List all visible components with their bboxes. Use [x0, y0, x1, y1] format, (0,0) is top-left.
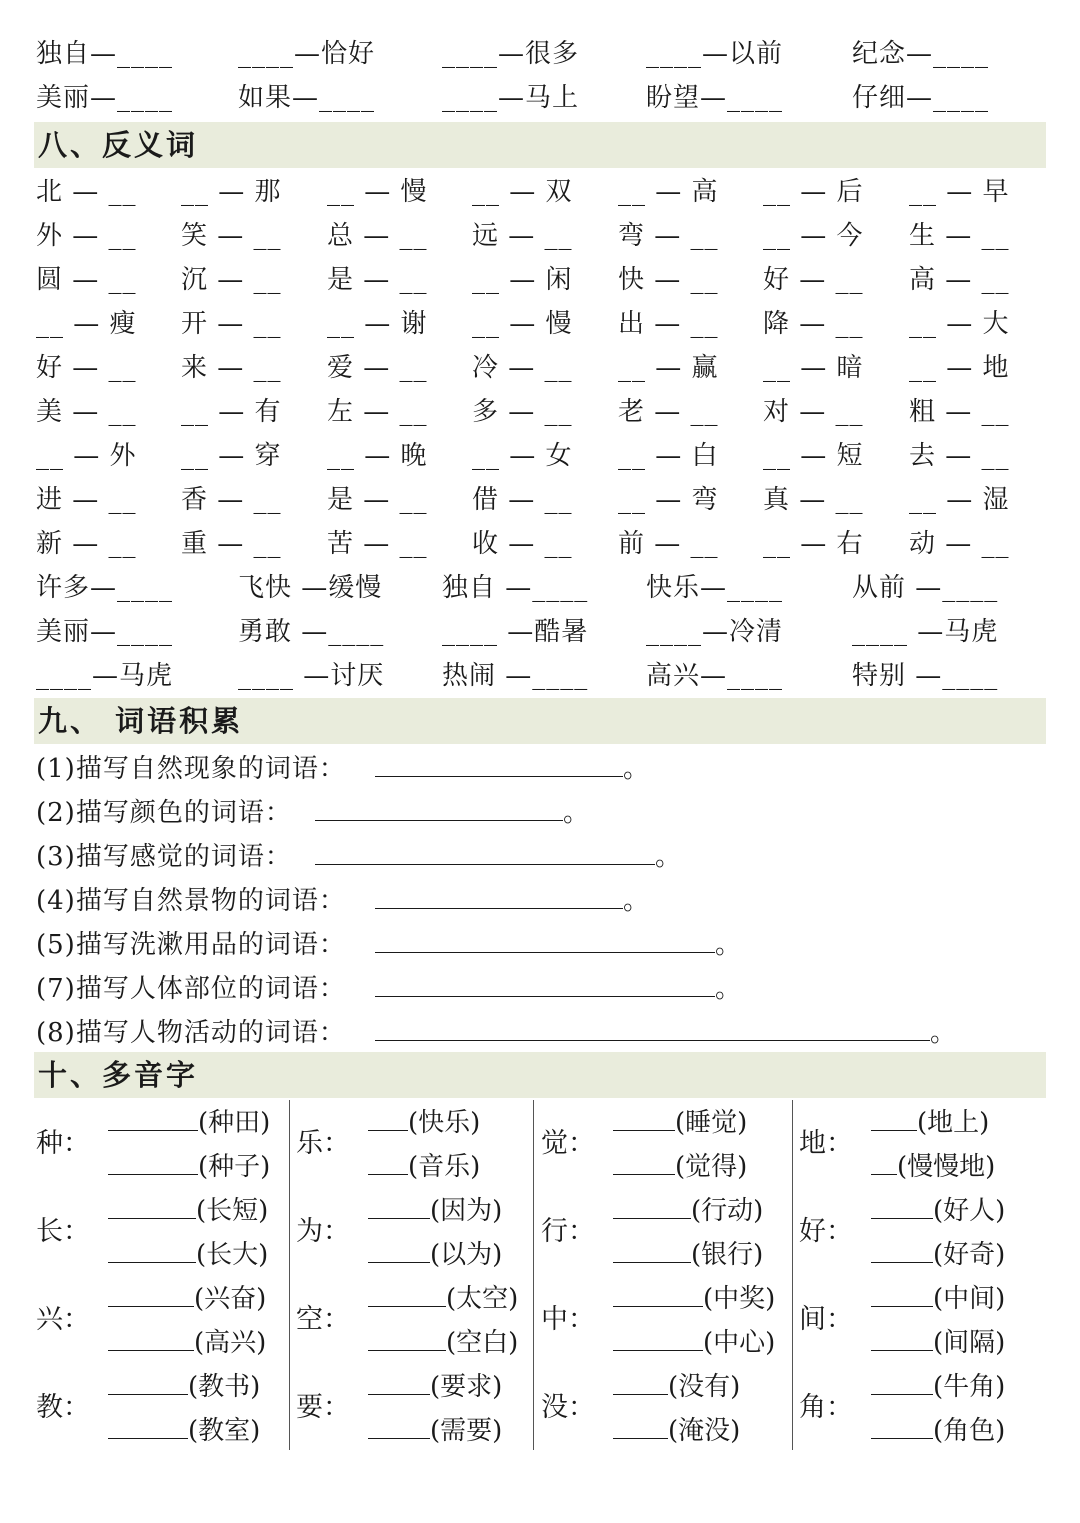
word-pair: 美丽—____ — [36, 83, 174, 113]
antonym-pair: 前 — __ — [618, 529, 719, 559]
word-pair: ____—恰好 — [238, 39, 376, 69]
section-title: 八、反义词 — [38, 128, 199, 162]
antonym-pair: __ — 有 — [181, 397, 282, 427]
answer-blank[interactable] — [375, 924, 715, 953]
polyphone-entry — [108, 1190, 268, 1231]
polyphone-entry — [108, 1366, 260, 1407]
word-pair: 盼望—____ — [646, 83, 784, 113]
example-word: (音乐) — [408, 1152, 481, 1182]
polyphone-entry — [613, 1322, 775, 1363]
pinyin-blank[interactable] — [368, 1146, 408, 1175]
antonym-pair: 收 — __ — [472, 529, 573, 559]
antonym-pair: 总 — __ — [327, 221, 428, 251]
antonym-pair: 圆 — __ — [36, 265, 137, 295]
antonym-word-pair: ____ —讨厌 — [238, 661, 385, 691]
vocabulary-item — [36, 792, 590, 833]
example-word: (地上) — [917, 1108, 990, 1138]
answer-blank[interactable] — [375, 1012, 930, 1041]
antonym-pair: __ — 湿 — [909, 485, 1010, 515]
pinyin-blank[interactable] — [613, 1234, 691, 1263]
antonym-pair: __ — 女 — [472, 441, 573, 471]
example-word: (太空) — [446, 1284, 519, 1314]
antonym-row — [0, 436, 1080, 480]
pinyin-blank[interactable] — [613, 1102, 675, 1131]
pinyin-blank[interactable] — [108, 1278, 194, 1307]
antonym-pair: 是 — __ — [327, 485, 428, 515]
polyphone-char: 中： — [541, 1304, 595, 1335]
antonym-pair: __ — 早 — [909, 177, 1010, 207]
column-divider — [533, 1100, 534, 1450]
polyphone-entry — [368, 1322, 518, 1363]
section-header-vocabulary — [34, 698, 1046, 744]
antonym-pair: __ — 穿 — [181, 441, 282, 471]
pinyin-blank[interactable] — [368, 1322, 446, 1351]
polyphone-entry — [368, 1410, 502, 1451]
polyphone-char: 为： — [296, 1216, 350, 1247]
antonym-pair: __ — 那 — [181, 177, 282, 207]
pinyin-blank[interactable] — [108, 1190, 196, 1219]
pinyin-blank[interactable] — [613, 1322, 703, 1351]
word-pair: 如果—____ — [238, 83, 376, 113]
antonym-pair: __ — 短 — [763, 441, 864, 471]
example-word: (需要) — [430, 1416, 503, 1446]
polyphone-char: 空： — [296, 1304, 350, 1335]
pinyin-blank[interactable] — [871, 1278, 933, 1307]
polyphone-entry — [368, 1190, 502, 1231]
period: 。 — [655, 842, 683, 872]
polyphone-char: 行： — [541, 1216, 595, 1247]
polyphone-entry — [613, 1410, 740, 1451]
antonym-row — [0, 348, 1080, 392]
antonym-pair: __ — 慢 — [327, 177, 428, 207]
column-divider — [792, 1100, 793, 1450]
antonym-word-pair: 从前 —____ — [852, 573, 999, 603]
antonym-word-pair: 美丽—____ — [36, 617, 174, 647]
polyphone-entry — [613, 1366, 740, 1407]
antonym-pair: __ — 谢 — [327, 309, 428, 339]
section-header-polyphones — [34, 1052, 1046, 1098]
antonym-pair: __ — 今 — [763, 221, 864, 251]
antonym-word-row — [0, 612, 1080, 656]
antonym-pair: __ — 闲 — [472, 265, 573, 295]
antonym-word-pair: 高兴—____ — [646, 661, 784, 691]
polyphone-char: 地： — [799, 1128, 853, 1159]
antonym-pair: 老 — __ — [618, 397, 719, 427]
pinyin-blank[interactable] — [871, 1102, 917, 1131]
example-word: (牛角) — [933, 1372, 1006, 1402]
section-title: 九、 词语积累 — [38, 704, 244, 738]
item-label: (8)描写人物活动的词语： — [36, 1018, 346, 1048]
example-word: (教室) — [188, 1416, 261, 1446]
polyphone-entry — [871, 1366, 1005, 1407]
antonym-word-pair: 独自 —____ — [442, 573, 589, 603]
polyphone-entry — [108, 1234, 268, 1275]
antonym-pair: 生 — __ — [909, 221, 1010, 251]
period: 。 — [715, 930, 743, 960]
polyphone-char: 种： — [36, 1128, 90, 1159]
pinyin-blank[interactable] — [368, 1234, 430, 1263]
antonym-pair: 左 — __ — [327, 397, 428, 427]
pinyin-blank[interactable] — [368, 1190, 430, 1219]
example-word: (长短) — [196, 1196, 269, 1226]
antonym-pair: __ — 赢 — [618, 353, 719, 383]
word-pair: ____—很多 — [442, 39, 580, 69]
synonym-row — [0, 34, 1080, 78]
section-header-antonyms — [34, 122, 1046, 168]
item-label: (7)描写人体部位的词语： — [36, 974, 346, 1004]
antonym-pair: 出 — __ — [618, 309, 719, 339]
antonym-pair: 是 — __ — [327, 265, 428, 295]
antonym-pair: 快 — __ — [618, 265, 719, 295]
period: 。 — [930, 1018, 958, 1048]
example-word: (好人) — [933, 1196, 1006, 1226]
example-word: (睡觉) — [675, 1108, 748, 1138]
pinyin-blank[interactable] — [108, 1234, 196, 1263]
antonym-pair: 美 — __ — [36, 397, 137, 427]
antonym-word-pair: 快乐—____ — [646, 573, 784, 603]
example-word: (教书) — [188, 1372, 261, 1402]
antonym-word-pair: 许多—____ — [36, 573, 174, 603]
pinyin-blank[interactable] — [613, 1366, 668, 1395]
antonym-pair: __ — 双 — [472, 177, 573, 207]
polyphone-char: 觉： — [541, 1128, 595, 1159]
item-label: (5)描写洗漱用品的词语： — [36, 930, 346, 960]
antonym-pair: __ — 晚 — [327, 441, 428, 471]
polyphone-char: 间： — [799, 1304, 853, 1335]
antonym-row — [0, 392, 1080, 436]
polyphone-entry — [871, 1410, 1005, 1451]
antonym-word-row — [0, 568, 1080, 612]
antonym-pair: 去 — __ — [909, 441, 1010, 471]
polyphone-entry — [613, 1146, 747, 1187]
antonym-word-pair: ____ —马虎 — [852, 617, 999, 647]
antonym-pair: 进 — __ — [36, 485, 137, 515]
pinyin-blank[interactable] — [108, 1410, 188, 1439]
pinyin-blank[interactable] — [613, 1410, 668, 1439]
antonym-pair: __ — 地 — [909, 353, 1010, 383]
antonym-pair: 真 — __ — [763, 485, 864, 515]
polyphone-entry — [108, 1146, 270, 1187]
antonym-pair: __ — 大 — [909, 309, 1010, 339]
item-label: (3)描写感觉的词语： — [36, 842, 292, 872]
antonym-pair: __ — 外 — [36, 441, 137, 471]
vocabulary-item — [36, 748, 650, 789]
example-word: (快乐) — [408, 1108, 481, 1138]
pinyin-blank[interactable] — [871, 1322, 933, 1351]
antonym-pair: 重 — __ — [181, 529, 282, 559]
antonym-pair: __ — 弯 — [618, 485, 719, 515]
polyphone-entry — [871, 1278, 1005, 1319]
column-divider — [289, 1100, 290, 1450]
antonym-pair: 开 — __ — [181, 309, 282, 339]
antonym-pair: __ — 高 — [618, 177, 719, 207]
example-word: (以为) — [430, 1240, 503, 1270]
pinyin-blank[interactable] — [871, 1146, 897, 1175]
antonym-pair: 香 — __ — [181, 485, 282, 515]
example-word: (种田) — [198, 1108, 271, 1138]
word-pair: 独自—____ — [36, 39, 174, 69]
polyphone-entry — [108, 1322, 266, 1363]
pinyin-blank[interactable] — [871, 1410, 933, 1439]
word-pair: 仔细—____ — [852, 83, 990, 113]
polyphone-entry — [613, 1102, 747, 1143]
vocabulary-item — [36, 836, 682, 877]
pinyin-blank[interactable] — [613, 1146, 675, 1175]
example-word: (高兴) — [194, 1328, 267, 1358]
antonym-pair: 高 — __ — [909, 265, 1010, 295]
vocabulary-item — [36, 924, 742, 965]
example-word: (行动) — [691, 1196, 764, 1226]
polyphone-char: 乐： — [296, 1128, 350, 1159]
word-pair: ____—以前 — [646, 39, 784, 69]
antonym-pair: 新 — __ — [36, 529, 137, 559]
antonym-row — [0, 524, 1080, 568]
antonym-pair: __ — 瘦 — [36, 309, 137, 339]
example-word: (中间) — [933, 1284, 1006, 1314]
vocabulary-item — [36, 880, 650, 921]
antonym-word-pair: 热闹 —____ — [442, 661, 589, 691]
period: 。 — [623, 754, 651, 784]
example-word: (角色) — [933, 1416, 1006, 1446]
antonym-word-pair: ____—马虎 — [36, 661, 174, 691]
pinyin-blank[interactable] — [871, 1190, 933, 1219]
example-word: (间隔) — [933, 1328, 1006, 1358]
antonym-pair: 外 — __ — [36, 221, 137, 251]
polyphone-entry — [368, 1146, 480, 1187]
polyphone-entry — [108, 1410, 260, 1451]
polyphone-entry — [871, 1146, 995, 1187]
polyphone-entry — [871, 1102, 989, 1143]
pinyin-blank[interactable] — [108, 1322, 194, 1351]
example-word: (长大) — [196, 1240, 269, 1270]
antonym-pair: 笑 — __ — [181, 221, 282, 251]
antonym-pair: 来 — __ — [181, 353, 282, 383]
example-word: (兴奋) — [194, 1284, 267, 1314]
antonym-row — [0, 260, 1080, 304]
pinyin-blank[interactable] — [108, 1146, 198, 1175]
polyphone-char: 教： — [36, 1392, 90, 1423]
answer-blank[interactable] — [375, 968, 715, 997]
item-label: (4)描写自然景物的词语： — [36, 886, 346, 916]
polyphone-entry — [613, 1278, 775, 1319]
antonym-pair: 好 — __ — [36, 353, 137, 383]
example-word: (慢慢地) — [897, 1152, 996, 1182]
synonym-row — [0, 78, 1080, 122]
polyphone-entry — [368, 1278, 518, 1319]
antonym-row — [0, 172, 1080, 216]
answer-blank[interactable] — [375, 748, 623, 777]
item-label: (1)描写自然现象的词语： — [36, 754, 346, 784]
antonym-pair: __ — 后 — [763, 177, 864, 207]
polyphone-entry — [613, 1190, 763, 1231]
polyphone-entry — [613, 1234, 763, 1275]
antonym-word-pair: 勇敢 —____ — [238, 617, 385, 647]
section-title: 十、多音字 — [38, 1058, 199, 1092]
item-label: (2)描写颜色的词语： — [36, 798, 292, 828]
example-word: (没有) — [668, 1372, 741, 1402]
example-word: (空白) — [446, 1328, 519, 1358]
polyphone-char: 兴： — [36, 1304, 90, 1335]
antonym-pair: 苦 — __ — [327, 529, 428, 559]
example-word: (银行) — [691, 1240, 764, 1270]
antonym-pair: __ — 慢 — [472, 309, 573, 339]
example-word: (觉得) — [675, 1152, 748, 1182]
example-word: (因为) — [430, 1196, 503, 1226]
polyphone-entry — [871, 1234, 1005, 1275]
antonym-word-pair: 飞快 —缓慢 — [238, 573, 383, 603]
polyphone-entry — [108, 1102, 270, 1143]
polyphone-char: 要： — [296, 1392, 350, 1423]
pinyin-blank[interactable] — [108, 1366, 188, 1395]
pinyin-blank[interactable] — [613, 1278, 703, 1307]
polyphone-entry — [871, 1322, 1005, 1363]
antonym-word-pair: 特别 —____ — [852, 661, 999, 691]
antonym-pair: 动 — __ — [909, 529, 1010, 559]
antonym-pair: 爱 — __ — [327, 353, 428, 383]
polyphone-char: 长： — [36, 1216, 90, 1247]
antonym-pair: 好 — __ — [763, 265, 864, 295]
period: 。 — [623, 886, 651, 916]
polyphone-entry — [871, 1190, 1005, 1231]
antonym-row — [0, 216, 1080, 260]
example-word: (好奇) — [933, 1240, 1006, 1270]
polyphone-entry — [368, 1102, 480, 1143]
vocabulary-item — [36, 968, 742, 1009]
polyphone-entry — [368, 1366, 502, 1407]
example-word: (中心) — [703, 1328, 776, 1358]
example-word: (种子) — [198, 1152, 271, 1182]
antonym-pair: __ — 右 — [763, 529, 864, 559]
period: 。 — [715, 974, 743, 1004]
antonym-pair: 粗 — __ — [909, 397, 1010, 427]
antonym-pair: 冷 — __ — [472, 353, 573, 383]
antonym-pair: 远 — __ — [472, 221, 573, 251]
example-word: (中奖) — [703, 1284, 776, 1314]
pinyin-blank[interactable] — [368, 1278, 446, 1307]
polyphone-char: 没： — [541, 1392, 595, 1423]
pinyin-blank[interactable] — [871, 1366, 933, 1395]
example-word: (淹没) — [668, 1416, 741, 1446]
polyphone-entry — [368, 1234, 502, 1275]
pinyin-blank[interactable] — [368, 1410, 430, 1439]
pinyin-blank[interactable] — [108, 1102, 198, 1131]
polyphone-entry — [108, 1278, 266, 1319]
antonym-pair: 借 — __ — [472, 485, 573, 515]
antonym-pair: 降 — __ — [763, 309, 864, 339]
word-pair: 纪念—____ — [852, 39, 990, 69]
answer-blank[interactable] — [375, 880, 623, 909]
polyphone-char: 好： — [799, 1216, 853, 1247]
answer-blank[interactable] — [315, 792, 563, 821]
antonym-pair: __ — 白 — [618, 441, 719, 471]
antonym-row — [0, 304, 1080, 348]
antonym-word-pair: ____—冷清 — [646, 617, 784, 647]
vocabulary-item — [36, 1012, 957, 1053]
answer-blank[interactable] — [315, 836, 655, 865]
antonym-pair: 北 — __ — [36, 177, 137, 207]
antonym-row — [0, 480, 1080, 524]
pinyin-blank[interactable] — [871, 1234, 933, 1263]
pinyin-blank[interactable] — [368, 1366, 430, 1395]
antonym-pair: __ — 暗 — [763, 353, 864, 383]
pinyin-blank[interactable] — [368, 1102, 408, 1131]
antonym-word-row — [0, 656, 1080, 700]
word-pair: ____—马上 — [442, 83, 580, 113]
pinyin-blank[interactable] — [613, 1190, 691, 1219]
antonym-pair: 对 — __ — [763, 397, 864, 427]
period: 。 — [563, 798, 591, 828]
antonym-pair: 弯 — __ — [618, 221, 719, 251]
antonym-pair: 沉 — __ — [181, 265, 282, 295]
example-word: (要求) — [430, 1372, 503, 1402]
antonym-pair: 多 — __ — [472, 397, 573, 427]
antonym-word-pair: ____ —酷暑 — [442, 617, 589, 647]
polyphone-char: 角： — [799, 1392, 853, 1423]
